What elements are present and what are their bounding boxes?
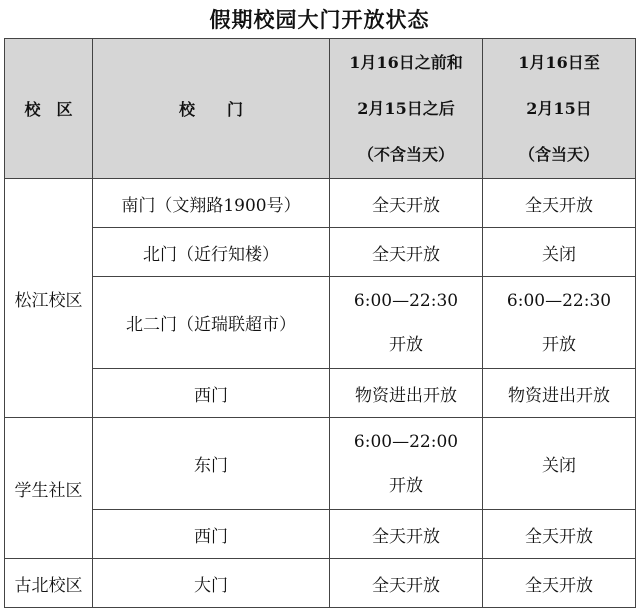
table-row xyxy=(5,277,636,369)
header-period-1-line-1: 1月16日之前和 xyxy=(349,52,463,72)
period-1-status: 全天开放 xyxy=(330,179,483,228)
page-title: 假期校园大门开放状态 xyxy=(209,7,430,32)
campus-cell-student: 学生社区 xyxy=(5,418,93,559)
table-row xyxy=(5,369,636,418)
period-1-hours: 6:00—22:30 xyxy=(353,290,459,311)
period-2-status xyxy=(483,277,636,369)
header-period-2-line-3: （含当天） xyxy=(518,144,599,164)
header-period-1 xyxy=(330,39,483,179)
gate-name: 大门 xyxy=(93,559,330,608)
campus-cell-gubei: 古北校区 xyxy=(5,559,93,608)
period-2-status: 物资进出开放 xyxy=(483,369,636,418)
period-1-hours: 6:00—22:00 xyxy=(353,431,459,452)
period-1-status xyxy=(330,418,483,510)
gate-name: 北二门（近瑞联超市） xyxy=(93,277,330,369)
gate-status-table xyxy=(4,38,636,608)
period-1-state: 开放 xyxy=(389,334,423,355)
table-row xyxy=(5,559,636,608)
period-2-status: 关闭 xyxy=(483,228,636,277)
period-2-status: 全天开放 xyxy=(483,510,636,559)
campus-cell-songjiang: 松江校区 xyxy=(5,179,93,418)
period-1-status: 全天开放 xyxy=(330,510,483,559)
period-1-state: 开放 xyxy=(389,475,423,496)
gate-name: 西门 xyxy=(93,510,330,559)
gate-name: 西门 xyxy=(93,369,330,418)
header-gate: 校 门 xyxy=(93,39,330,179)
period-1-status: 全天开放 xyxy=(330,228,483,277)
gate-name: 南门（文翔路1900号） xyxy=(93,179,330,228)
period-1-status: 全天开放 xyxy=(330,559,483,608)
period-2-hours: 6:00—22:30 xyxy=(506,290,612,311)
period-2-state: 开放 xyxy=(542,334,576,355)
header-campus: 校 区 xyxy=(5,39,93,179)
period-1-status xyxy=(330,277,483,369)
gate-name: 北门（近行知楼） xyxy=(93,228,330,277)
table-row xyxy=(5,228,636,277)
header-period-1-line-2: 2月15日之后 xyxy=(357,98,455,118)
header-period-2-line-1: 1月16日至 xyxy=(518,52,600,72)
period-2-status: 全天开放 xyxy=(483,559,636,608)
header-period-2-line-2: 2月15日 xyxy=(526,98,592,118)
header-row xyxy=(5,39,636,179)
period-1-status: 物资进出开放 xyxy=(330,369,483,418)
table-row xyxy=(5,418,636,510)
header-period-2 xyxy=(483,39,636,179)
header-period-1-line-3: （不含当天） xyxy=(357,144,454,164)
gate-name: 东门 xyxy=(93,418,330,510)
table-row xyxy=(5,179,636,228)
period-2-status: 关闭 xyxy=(483,418,636,510)
period-2-status: 全天开放 xyxy=(483,179,636,228)
table-row xyxy=(5,510,636,559)
